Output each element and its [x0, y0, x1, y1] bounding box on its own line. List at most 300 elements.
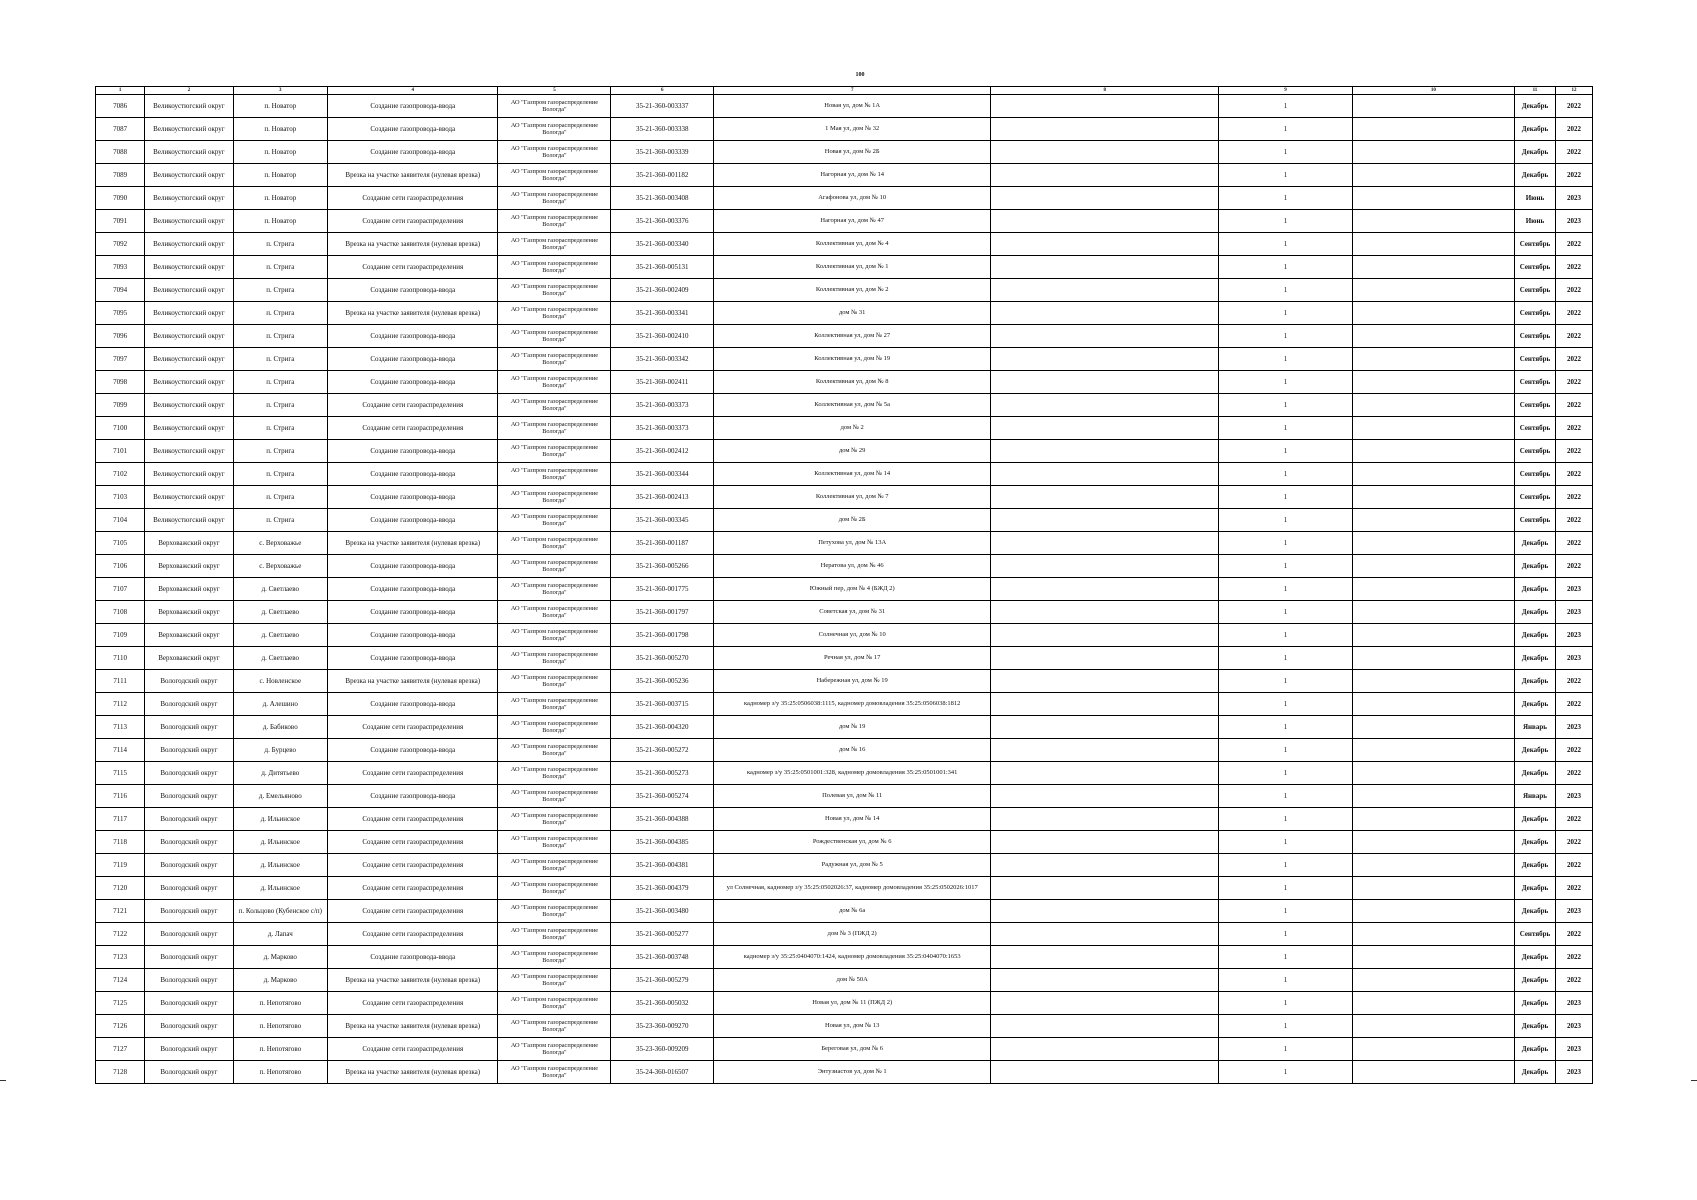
remark-cell: [1352, 210, 1514, 233]
district-cell: Вологодский округ: [145, 762, 233, 785]
year-cell: 2023: [1555, 716, 1592, 739]
table-row: [96, 302, 1593, 325]
month-cell: Декабрь: [1514, 1015, 1555, 1038]
note-cell: [991, 394, 1219, 417]
row-number-cell: 7104: [96, 509, 145, 532]
application-number-cell: 35-21-360-002411: [611, 371, 714, 394]
month-cell: Декабрь: [1514, 1061, 1555, 1084]
address-cell: Набережная ул, дом № 19: [714, 670, 991, 693]
year-cell: 2022: [1555, 808, 1592, 831]
year-cell: 2022: [1555, 923, 1592, 946]
remark-cell: [1352, 279, 1514, 302]
remark-cell: [1352, 118, 1514, 141]
work-type-cell: Создание газопровода-ввода: [328, 141, 498, 164]
row-number-cell: 7095: [96, 302, 145, 325]
application-number-cell: 35-21-360-003337: [611, 95, 714, 118]
year-cell: 2022: [1555, 302, 1592, 325]
year-cell: 2022: [1555, 532, 1592, 555]
locality-cell: п. Стрига: [233, 302, 327, 325]
organization-cell: АО "Газпром газораспределение Вологда": [498, 394, 611, 417]
work-type-cell: Создание сети газораспределения: [328, 1038, 498, 1061]
application-number-cell: 35-21-360-003376: [611, 210, 714, 233]
organization-cell: АО "Газпром газораспределение Вологда": [498, 164, 611, 187]
organization-cell: АО "Газпром газораспределение Вологда": [498, 463, 611, 486]
year-cell: 2022: [1555, 739, 1592, 762]
locality-cell: п. Кольцово (Кубенское с/п): [233, 900, 327, 923]
table-row: [96, 1038, 1593, 1061]
quantity-cell: 1: [1219, 923, 1352, 946]
locality-cell: п. Стрига: [233, 233, 327, 256]
locality-cell: д. Бурцево: [233, 739, 327, 762]
quantity-cell: 1: [1219, 647, 1352, 670]
locality-cell: п. Стрига: [233, 417, 327, 440]
district-cell: Верховажский округ: [145, 555, 233, 578]
application-number-cell: 35-21-360-001187: [611, 532, 714, 555]
row-number-cell: 7103: [96, 486, 145, 509]
remark-cell: [1352, 325, 1514, 348]
remark-cell: [1352, 716, 1514, 739]
locality-cell: д. Ильинское: [233, 831, 327, 854]
row-number-cell: 7117: [96, 808, 145, 831]
year-cell: 2022: [1555, 693, 1592, 716]
work-type-cell: Создание газопровода-ввода: [328, 95, 498, 118]
column-number-row: [96, 87, 1593, 95]
column-number: 8: [991, 87, 1219, 95]
district-cell: Вологодский округ: [145, 1038, 233, 1061]
organization-cell: АО "Газпром газораспределение Вологда": [498, 854, 611, 877]
work-type-cell: Создание газопровода-ввода: [328, 693, 498, 716]
quantity-cell: 1: [1219, 118, 1352, 141]
table-row: [96, 1015, 1593, 1038]
application-number-cell: 35-21-360-003342: [611, 348, 714, 371]
application-number-cell: 35-21-360-004381: [611, 854, 714, 877]
quantity-cell: 1: [1219, 486, 1352, 509]
work-type-cell: Создание газопровода-ввода: [328, 118, 498, 141]
year-cell: 2022: [1555, 486, 1592, 509]
locality-cell: п. Непотягово: [233, 1038, 327, 1061]
row-number-cell: 7125: [96, 992, 145, 1015]
month-cell: Сентябрь: [1514, 440, 1555, 463]
district-cell: Великоустюгский округ: [145, 302, 233, 325]
quantity-cell: 1: [1219, 509, 1352, 532]
application-number-cell: 35-21-360-003338: [611, 118, 714, 141]
month-cell: Декабрь: [1514, 762, 1555, 785]
district-cell: Вологодский округ: [145, 739, 233, 762]
note-cell: [991, 854, 1219, 877]
district-cell: Вологодский округ: [145, 785, 233, 808]
year-cell: 2023: [1555, 601, 1592, 624]
organization-cell: АО "Газпром газораспределение Вологда": [498, 509, 611, 532]
work-type-cell: Создание сети газораспределения: [328, 210, 498, 233]
work-type-cell: Создание газопровода-ввода: [328, 509, 498, 532]
district-cell: Верховажский округ: [145, 624, 233, 647]
row-number-cell: 7092: [96, 233, 145, 256]
table-row: [96, 762, 1593, 785]
district-cell: Великоустюгский округ: [145, 210, 233, 233]
address-cell: ул Солнечная, кадномер з/у 35:25:0502026:37, кадномер домовладения 35:25:0502026:1017: [714, 877, 991, 900]
row-number-cell: 7105: [96, 532, 145, 555]
note-cell: [991, 624, 1219, 647]
quantity-cell: 1: [1219, 95, 1352, 118]
district-cell: Великоустюгский округ: [145, 486, 233, 509]
locality-cell: д. Светлаево: [233, 601, 327, 624]
row-number-cell: 7100: [96, 417, 145, 440]
locality-cell: п. Новатор: [233, 164, 327, 187]
year-cell: 2023: [1555, 1038, 1592, 1061]
table-row: [96, 509, 1593, 532]
row-number-cell: 7107: [96, 578, 145, 601]
quantity-cell: 1: [1219, 578, 1352, 601]
address-cell: кадномер з/у 35:25:0404070:1424, кадномер домовладения 35:25:0404070:1653: [714, 946, 991, 969]
address-cell: Коллективная ул, дом № 7: [714, 486, 991, 509]
table-row: [96, 831, 1593, 854]
table-row: [96, 969, 1593, 992]
year-cell: 2022: [1555, 509, 1592, 532]
address-cell: Коллективная ул, дом № 19: [714, 348, 991, 371]
year-cell: 2023: [1555, 210, 1592, 233]
district-cell: Вологодский округ: [145, 1061, 233, 1084]
district-cell: Великоустюгский округ: [145, 371, 233, 394]
note-cell: [991, 509, 1219, 532]
application-number-cell: 35-21-360-003341: [611, 302, 714, 325]
row-number-cell: 7114: [96, 739, 145, 762]
month-cell: Декабрь: [1514, 624, 1555, 647]
work-type-cell: Создание сети газораспределения: [328, 256, 498, 279]
work-type-cell: Создание газопровода-ввода: [328, 785, 498, 808]
address-cell: Речная ул, дом № 17: [714, 647, 991, 670]
locality-cell: д. Светлаево: [233, 578, 327, 601]
district-cell: Вологодский округ: [145, 946, 233, 969]
scan-edge-mark: [1691, 1080, 1697, 1081]
row-number-cell: 7111: [96, 670, 145, 693]
work-type-cell: Врезка на участке заявителя (нулевая врезка): [328, 302, 498, 325]
locality-cell: д. Дитятьево: [233, 762, 327, 785]
locality-cell: п. Новатор: [233, 95, 327, 118]
note-cell: [991, 923, 1219, 946]
remark-cell: [1352, 532, 1514, 555]
row-number-cell: 7088: [96, 141, 145, 164]
table-row: [96, 693, 1593, 716]
row-number-cell: 7102: [96, 463, 145, 486]
year-cell: 2023: [1555, 1015, 1592, 1038]
quantity-cell: 1: [1219, 808, 1352, 831]
district-cell: Вологодский округ: [145, 1015, 233, 1038]
row-number-cell: 7121: [96, 900, 145, 923]
quantity-cell: 1: [1219, 854, 1352, 877]
district-cell: Великоустюгский округ: [145, 417, 233, 440]
district-cell: Великоустюгский округ: [145, 279, 233, 302]
application-number-cell: 35-21-360-001798: [611, 624, 714, 647]
application-number-cell: 35-21-360-004379: [611, 877, 714, 900]
district-cell: Великоустюгский округ: [145, 164, 233, 187]
district-cell: Вологодский округ: [145, 808, 233, 831]
application-number-cell: 35-21-360-005274: [611, 785, 714, 808]
organization-cell: АО "Газпром газораспределение Вологда": [498, 946, 611, 969]
work-type-cell: Создание сети газораспределения: [328, 808, 498, 831]
remark-cell: [1352, 302, 1514, 325]
row-number-cell: 7123: [96, 946, 145, 969]
address-cell: Коллективная ул, дом № 1: [714, 256, 991, 279]
application-number-cell: 35-21-360-003345: [611, 509, 714, 532]
quantity-cell: 1: [1219, 785, 1352, 808]
row-number-cell: 7090: [96, 187, 145, 210]
locality-cell: д. Ильинское: [233, 877, 327, 900]
address-cell: кадномер з/у 35:25:0506038:1115, кадномер домовладения 35:25:0506038:1812: [714, 693, 991, 716]
row-number-cell: 7087: [96, 118, 145, 141]
table-row: [96, 233, 1593, 256]
month-cell: Декабрь: [1514, 739, 1555, 762]
month-cell: Сентябрь: [1514, 256, 1555, 279]
locality-cell: п. Стрига: [233, 486, 327, 509]
work-type-cell: Создание сети газораспределения: [328, 762, 498, 785]
row-number-cell: 7110: [96, 647, 145, 670]
organization-cell: АО "Газпром газораспределение Вологда": [498, 302, 611, 325]
column-number: 11: [1514, 87, 1555, 95]
note-cell: [991, 992, 1219, 1015]
district-cell: Верховажский округ: [145, 532, 233, 555]
organization-cell: АО "Газпром газораспределение Вологда": [498, 992, 611, 1015]
month-cell: Декабрь: [1514, 670, 1555, 693]
district-cell: Великоустюгский округ: [145, 95, 233, 118]
remark-cell: [1352, 555, 1514, 578]
district-cell: Вологодский округ: [145, 969, 233, 992]
month-cell: Декабрь: [1514, 1038, 1555, 1061]
application-number-cell: 35-21-360-003480: [611, 900, 714, 923]
locality-cell: с. Верховажье: [233, 555, 327, 578]
note-cell: [991, 785, 1219, 808]
work-type-cell: Создание газопровода-ввода: [328, 486, 498, 509]
district-cell: Великоустюгский округ: [145, 256, 233, 279]
application-number-cell: 35-21-360-001182: [611, 164, 714, 187]
locality-cell: п. Стрига: [233, 509, 327, 532]
year-cell: 2023: [1555, 187, 1592, 210]
organization-cell: АО "Газпром газораспределение Вологда": [498, 716, 611, 739]
month-cell: Декабрь: [1514, 578, 1555, 601]
locality-cell: п. Стрига: [233, 348, 327, 371]
year-cell: 2022: [1555, 95, 1592, 118]
row-number-cell: 7108: [96, 601, 145, 624]
month-cell: Декабрь: [1514, 854, 1555, 877]
application-number-cell: 35-21-360-003715: [611, 693, 714, 716]
month-cell: Сентябрь: [1514, 463, 1555, 486]
district-cell: Великоустюгский округ: [145, 187, 233, 210]
application-number-cell: 35-21-360-004320: [611, 716, 714, 739]
district-cell: Вологодский округ: [145, 877, 233, 900]
note-cell: [991, 279, 1219, 302]
quantity-cell: 1: [1219, 1015, 1352, 1038]
year-cell: 2022: [1555, 371, 1592, 394]
work-type-cell: Создание газопровода-ввода: [328, 371, 498, 394]
note-cell: [991, 946, 1219, 969]
table-row: [96, 348, 1593, 371]
quantity-cell: 1: [1219, 831, 1352, 854]
quantity-cell: 1: [1219, 716, 1352, 739]
organization-cell: АО "Газпром газораспределение Вологда": [498, 1038, 611, 1061]
remark-cell: [1352, 95, 1514, 118]
organization-cell: АО "Газпром газораспределение Вологда": [498, 578, 611, 601]
address-cell: 1 Мая ул, дом № 32: [714, 118, 991, 141]
locality-cell: п. Новатор: [233, 187, 327, 210]
month-cell: Декабрь: [1514, 118, 1555, 141]
month-cell: Декабрь: [1514, 532, 1555, 555]
quantity-cell: 1: [1219, 762, 1352, 785]
table-row: [96, 808, 1593, 831]
quantity-cell: 1: [1219, 670, 1352, 693]
row-number-cell: 7118: [96, 831, 145, 854]
table-row: [96, 946, 1593, 969]
remark-cell: [1352, 578, 1514, 601]
address-cell: Береговая ул, дом № 6: [714, 1038, 991, 1061]
row-number-cell: 7098: [96, 371, 145, 394]
district-cell: Великоустюгский округ: [145, 440, 233, 463]
row-number-cell: 7094: [96, 279, 145, 302]
organization-cell: АО "Газпром газораспределение Вологда": [498, 118, 611, 141]
district-cell: Великоустюгский округ: [145, 325, 233, 348]
remark-cell: [1352, 1061, 1514, 1084]
organization-cell: АО "Газпром газораспределение Вологда": [498, 762, 611, 785]
address-cell: дом № 6а: [714, 900, 991, 923]
address-cell: Энтузиастов ул, дом № 1: [714, 1061, 991, 1084]
month-cell: Декабрь: [1514, 95, 1555, 118]
remark-cell: [1352, 164, 1514, 187]
address-cell: Нагорная ул, дом № 14: [714, 164, 991, 187]
organization-cell: АО "Газпром газораспределение Вологда": [498, 233, 611, 256]
organization-cell: АО "Газпром газораспределение Вологда": [498, 348, 611, 371]
row-number-cell: 7109: [96, 624, 145, 647]
note-cell: [991, 739, 1219, 762]
month-cell: Июнь: [1514, 210, 1555, 233]
address-cell: Коллективная ул, дом № 8: [714, 371, 991, 394]
address-cell: Нагорная ул, дом № 47: [714, 210, 991, 233]
quantity-cell: 1: [1219, 348, 1352, 371]
work-type-cell: Создание газопровода-ввода: [328, 601, 498, 624]
work-type-cell: Создание газопровода-ввода: [328, 578, 498, 601]
table-row: [96, 371, 1593, 394]
year-cell: 2022: [1555, 279, 1592, 302]
address-cell: Рождественская ул, дом № 6: [714, 831, 991, 854]
remark-cell: [1352, 854, 1514, 877]
organization-cell: АО "Газпром газораспределение Вологда": [498, 923, 611, 946]
quantity-cell: 1: [1219, 394, 1352, 417]
quantity-cell: 1: [1219, 739, 1352, 762]
locality-cell: п. Стрига: [233, 440, 327, 463]
table-row: [96, 463, 1593, 486]
application-number-cell: 35-21-360-003339: [611, 141, 714, 164]
month-cell: Декабрь: [1514, 555, 1555, 578]
row-number-cell: 7086: [96, 95, 145, 118]
year-cell: 2022: [1555, 141, 1592, 164]
quantity-cell: 1: [1219, 946, 1352, 969]
work-type-cell: Врезка на участке заявителя (нулевая врезка): [328, 670, 498, 693]
table-row: [96, 210, 1593, 233]
locality-cell: д. Алешино: [233, 693, 327, 716]
quantity-cell: 1: [1219, 164, 1352, 187]
organization-cell: АО "Газпром газораспределение Вологда": [498, 279, 611, 302]
district-cell: Вологодский округ: [145, 716, 233, 739]
organization-cell: АО "Газпром газораспределение Вологда": [498, 670, 611, 693]
application-number-cell: 35-21-360-004388: [611, 808, 714, 831]
note-cell: [991, 601, 1219, 624]
year-cell: 2023: [1555, 1061, 1592, 1084]
month-cell: Декабрь: [1514, 877, 1555, 900]
remark-cell: [1352, 647, 1514, 670]
year-cell: 2022: [1555, 233, 1592, 256]
year-cell: 2022: [1555, 348, 1592, 371]
note-cell: [991, 187, 1219, 210]
note-cell: [991, 348, 1219, 371]
note-cell: [991, 256, 1219, 279]
year-cell: 2022: [1555, 118, 1592, 141]
quantity-cell: 1: [1219, 1061, 1352, 1084]
month-cell: Декабрь: [1514, 831, 1555, 854]
application-number-cell: 35-21-360-003344: [611, 463, 714, 486]
table-row: [96, 555, 1593, 578]
row-number-cell: 7099: [96, 394, 145, 417]
address-cell: Новая ул, дом № 1А: [714, 95, 991, 118]
address-cell: Коллективная ул, дом № 27: [714, 325, 991, 348]
row-number-cell: 7093: [96, 256, 145, 279]
application-number-cell: 35-21-360-003748: [611, 946, 714, 969]
organization-cell: АО "Газпром газораспределение Вологда": [498, 831, 611, 854]
organization-cell: АО "Газпром газораспределение Вологда": [498, 440, 611, 463]
month-cell: Сентябрь: [1514, 417, 1555, 440]
month-cell: Сентябрь: [1514, 302, 1555, 325]
quantity-cell: 1: [1219, 325, 1352, 348]
remark-cell: [1352, 808, 1514, 831]
row-number-cell: 7127: [96, 1038, 145, 1061]
organization-cell: АО "Газпром газораспределение Вологда": [498, 647, 611, 670]
note-cell: [991, 141, 1219, 164]
district-cell: Великоустюгский округ: [145, 509, 233, 532]
row-number-cell: 7124: [96, 969, 145, 992]
work-type-cell: Создание газопровода-ввода: [328, 463, 498, 486]
quantity-cell: 1: [1219, 693, 1352, 716]
work-type-cell: Создание сети газораспределения: [328, 992, 498, 1015]
column-number: 10: [1352, 87, 1514, 95]
row-number-cell: 7119: [96, 854, 145, 877]
organization-cell: АО "Газпром газораспределение Вологда": [498, 900, 611, 923]
table-row: [96, 394, 1593, 417]
address-cell: Солнечная ул, дом № 10: [714, 624, 991, 647]
address-cell: дом № 29: [714, 440, 991, 463]
application-number-cell: 35-21-360-002413: [611, 486, 714, 509]
table-row: [96, 578, 1593, 601]
table-row: [96, 279, 1593, 302]
year-cell: 2022: [1555, 256, 1592, 279]
note-cell: [991, 463, 1219, 486]
work-type-cell: Создание сети газораспределения: [328, 877, 498, 900]
work-type-cell: Создание газопровода-ввода: [328, 555, 498, 578]
remark-cell: [1352, 601, 1514, 624]
organization-cell: АО "Газпром газораспределение Вологда": [498, 141, 611, 164]
month-cell: Сентябрь: [1514, 394, 1555, 417]
table-row: [96, 325, 1593, 348]
application-number-cell: 35-21-360-005236: [611, 670, 714, 693]
column-number: 6: [611, 87, 714, 95]
note-cell: [991, 693, 1219, 716]
address-cell: Радужная ул, дом № 5: [714, 854, 991, 877]
row-number-cell: 7106: [96, 555, 145, 578]
locality-cell: с. Новленское: [233, 670, 327, 693]
work-type-cell: Создание газопровода-ввода: [328, 739, 498, 762]
locality-cell: д. Емельяново: [233, 785, 327, 808]
column-number: 2: [145, 87, 233, 95]
table-row: [96, 647, 1593, 670]
year-cell: 2023: [1555, 624, 1592, 647]
quantity-cell: 1: [1219, 440, 1352, 463]
district-cell: Великоустюгский округ: [145, 394, 233, 417]
address-cell: Агафонова ул, дом № 10: [714, 187, 991, 210]
